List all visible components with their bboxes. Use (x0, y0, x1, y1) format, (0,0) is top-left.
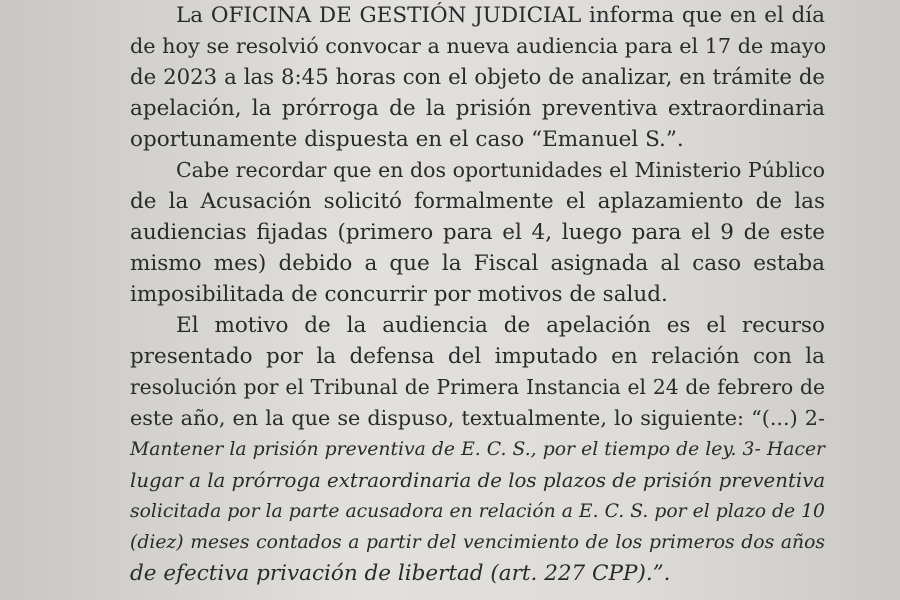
paragraph-2-line-1: Cabe recordar que en dos oportunidades el Ministerio Público (176, 158, 825, 182)
paragraph-3-line-9: de efectiva privación de libertad (art. 227 CPP).”. (130, 561, 671, 586)
paragraph-3-line-8: (diez) meses contados a partir del vencimiento de los primeros dos años (130, 532, 825, 553)
paragraph-2-line-2: de la Acusación solicitó formalmente el aplazamiento de las (130, 189, 825, 214)
paragraph-1-line-1: La OFICINA DE GESTIÓN JUDICIAL informa que en el día (176, 3, 825, 28)
paragraph-3-line-3: resolución por el Tribunal de Primera Instancia el 24 de febrero de (130, 375, 825, 399)
paragraph-1-line-3: de 2023 a las 8:45 horas con el objeto de analizar, en trámite de (130, 65, 825, 90)
document-page (130, 0, 825, 600)
paragraph-2-line-3: audiencias fijadas (primero para el 4, luego para el 9 de este (130, 220, 825, 245)
paragraph-3-line-4: este año, en la que se dispuso, textualmente, lo siguiente: “(...) 2- (130, 406, 825, 430)
paragraph-3-line-6: lugar a la prórroga extraordinaria de los plazos de prisión preventiva (130, 469, 826, 492)
paragraph-3-line-1: El motivo de la audiencia de apelación es el recurso (176, 313, 825, 338)
paragraph-2-line-4: mismo mes) debido a que la Fiscal asignada al caso estaba (130, 251, 825, 276)
paragraph-1-line-2: de hoy se resolvió convocar a nueva audiencia para el 17 de mayo (130, 34, 827, 58)
paragraph-1-line-4: apelación, la prórroga de la prisión preventiva extraordinaria (130, 96, 825, 121)
paragraph-3-line-7: solicitada por la parte acusadora en relación a E. C. S. por el plazo de 10 (130, 501, 825, 522)
paragraph-3-line-5: Mantener la prisión preventiva de E. C. S., por el tiempo de ley. 3- Hacer (130, 439, 825, 460)
paragraph-1-line-5: oportunamente dispuesta en el caso “Emanuel S.”. (130, 127, 684, 152)
paragraph-3-line-2: presentado por la defensa del imputado en relación con la (130, 344, 825, 369)
paragraph-2-line-5: imposibilitada de concurrir por motivos de salud. (130, 282, 668, 307)
